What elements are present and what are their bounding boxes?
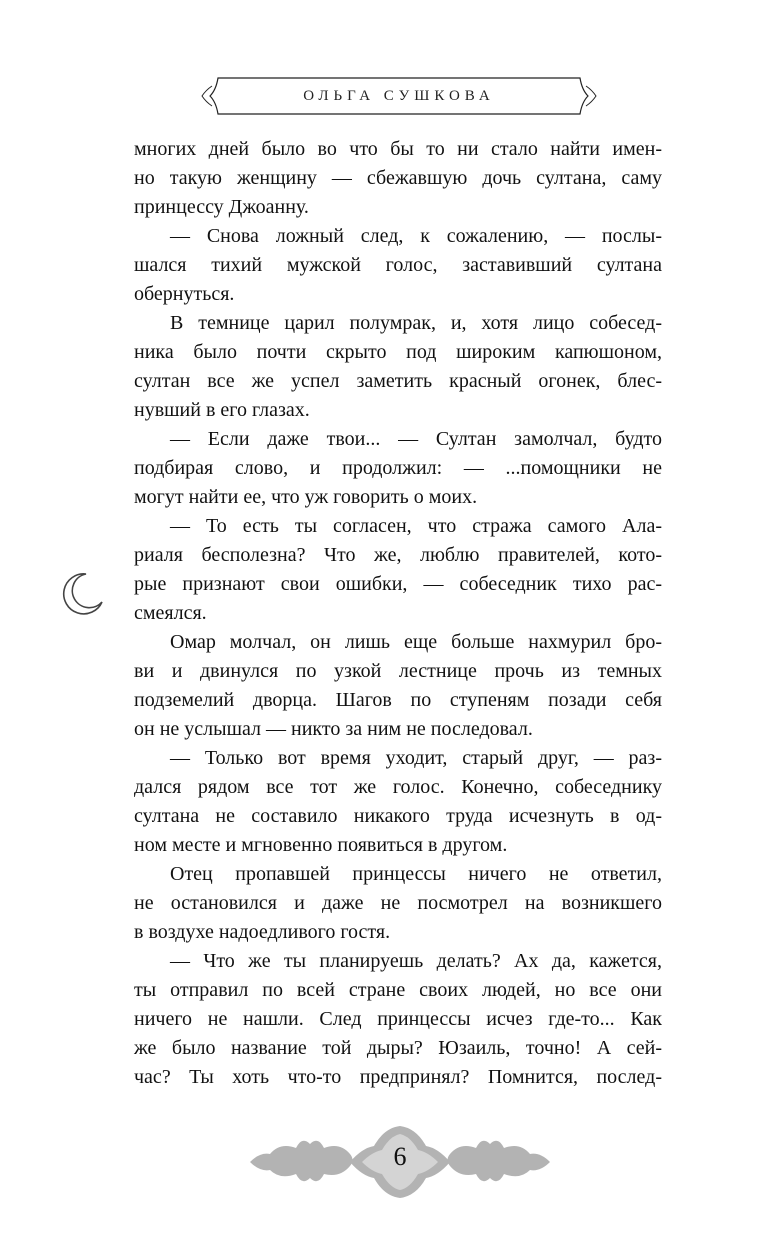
text-line: смеялся. (134, 602, 207, 624)
text-line: В темнице царил полумрак, и, хотя лицо собесед- (170, 312, 662, 334)
text-line: ви и двинулся по узкой лестнице прочь из темных (134, 660, 662, 682)
text-line: ника было почти скрыто под широким капюшоном, (134, 341, 662, 363)
text-line: нувший в его глазах. (134, 399, 310, 421)
text-line: в воздухе надоедливого гостя. (134, 921, 391, 943)
text-line: — Снова ложный след, к сожалению, — послы- (170, 225, 662, 247)
text-line: ничего не нашли. След принцессы исчез где-то... Как (134, 1008, 662, 1030)
text-line: дался рядом все тот же голос. Конечно, собеседнику (134, 776, 662, 798)
text-line: же было название той дыры? Юзаиль, точно! А сей- (134, 1037, 662, 1059)
text-line: могут найти ее, что уж говорить о моих. (134, 486, 478, 508)
running-header (196, 74, 602, 118)
text-line: подземелий дворца. Шагов по ступеням позади себя (134, 689, 662, 711)
text-line: многих дней было во что бы то ни стало найти имен- (134, 138, 662, 160)
text-line: султана не составило никакого труда исчезнуть в од- (134, 805, 662, 827)
text-line: принцессу Джоанну. (134, 196, 309, 218)
text-line: — Что же ты планируешь делать? Ах да, кажется, (170, 950, 662, 972)
text-line: шался тихий мужской голос, заставивший султана (134, 254, 662, 276)
text-line: ты отправил по всей стране своих людей, но все они (134, 979, 662, 1001)
text-line: не остановился и даже не посмотрел на возникшего (134, 892, 662, 914)
text-line: но такую женщину — сбежавшую дочь султана, саму (134, 167, 662, 189)
text-line: риаля бесполезна? Что же, люблю правителей, кото- (134, 544, 662, 566)
text-line: ном месте и мгновенно появиться в другом. (134, 834, 508, 856)
text-line: Омар молчал, он лишь еще больше нахмурил бро- (170, 631, 662, 653)
text-line: рые признают свои ошибки, — собеседник тихо рас- (134, 573, 662, 595)
text-line: — Только вот время уходит, старый друг, — раз- (170, 747, 662, 769)
header-author-name: ОЛЬГА СУШКОВА (303, 88, 495, 104)
text-line: — Если даже твои... — Султан замолчал, будто (170, 428, 662, 450)
page-number: 6 (393, 1142, 407, 1171)
page-footer (250, 1122, 550, 1202)
body-text (134, 135, 662, 1092)
text-line: Отец пропавшей принцессы ничего не ответил, (170, 863, 662, 885)
text-line: — То есть ты согласен, что стража самого Ала- (170, 515, 662, 537)
text-line: султан все же успел заметить красный огонек, блес- (134, 370, 662, 392)
text-line: час? Ты хоть что-то предпринял? Помнится, послед- (134, 1066, 662, 1088)
text-line: подбирая слово, и продолжил: — ...помощники не (134, 457, 662, 479)
text-line: он не услышал — никто за ним не последовал. (134, 718, 533, 740)
crescent-moon-icon (60, 570, 106, 616)
text-line: обернуться. (134, 283, 235, 305)
